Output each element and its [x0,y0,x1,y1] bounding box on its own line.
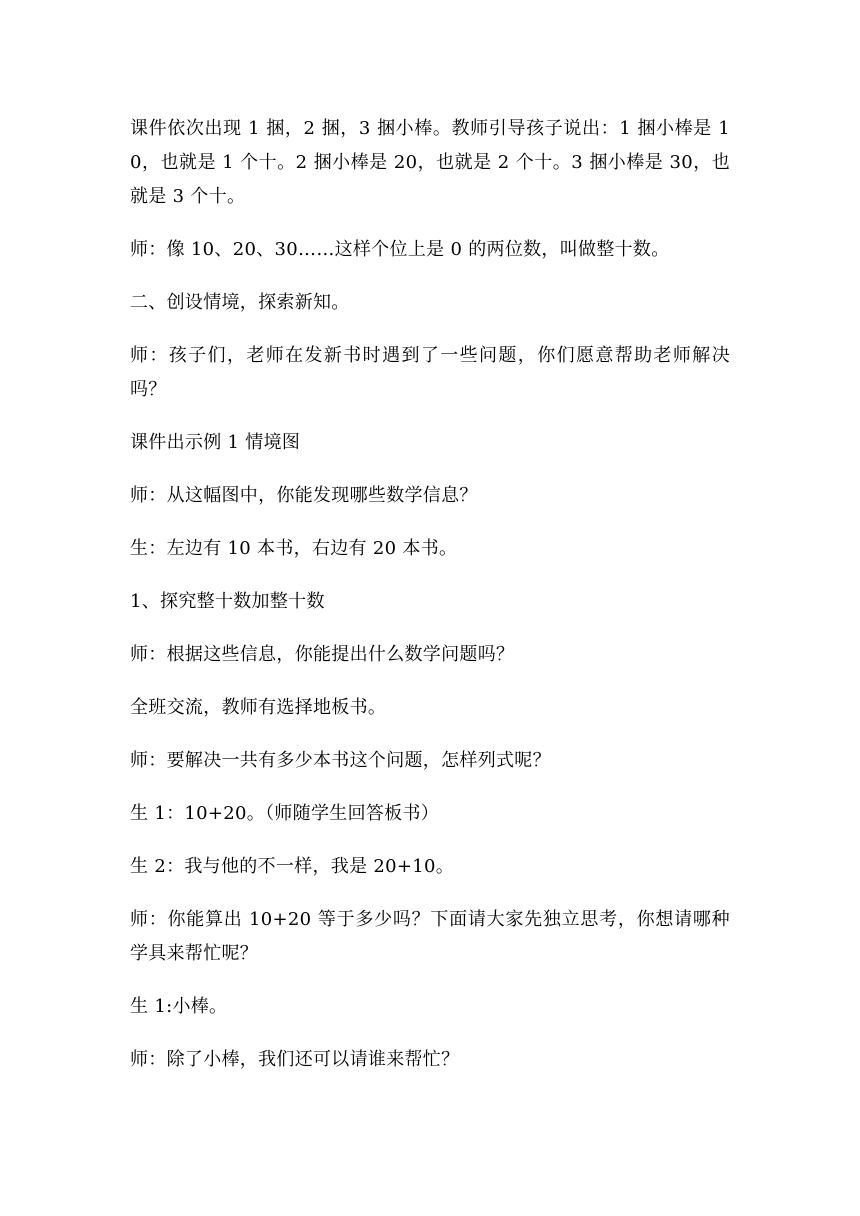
document-body [130,112,730,1096]
paragraph-formula-question: 师：要解决一共有多少本书这个问题，怎样列式呢？ [130,750,551,771]
paragraph-student-1-answer: 生 1：10+20。（师随学生回答板书） [130,803,440,824]
paragraph-calculate-question: 师：你能算出 10+20 等于多少吗？下面请大家先独立思考，你想请哪种学具来帮忙呢？ [130,909,730,964]
paragraph-example-1: 课件出示例 1 情境图 [130,432,301,453]
paragraph-student-answer: 生：左边有 10 本书，右边有 20 本书。 [130,538,458,559]
paragraph-find-info: 师：从这幅图中，你能发现哪些数学信息？ [130,485,478,506]
paragraph-lesson-intro: 课件依次出现 1 捆，2 捆，3 捆小棒。教师引导孩子说出：1 捆小棒是 10，也就是 1 个十。2 捆小棒是 20，也就是 2 个十。3 捆小棒是 30，也就是 3 个十。 [130,118,730,207]
paragraph-whole-tens-definition: 师：像 10、20、30……这样个位上是 0 的两位数，叫做整十数。 [130,239,670,260]
subsection-heading-1: 1、探究整十数加整十数 [130,591,325,612]
section-heading-2: 二、创设情境，探索新知。 [130,292,350,313]
paragraph-ask-question: 师：根据这些信息，你能提出什么数学问题吗？ [130,644,515,665]
paragraph-teacher-question: 师：孩子们，老师在发新书时遇到了一些问题，你们愿意帮助老师解决吗？ [130,345,730,400]
paragraph-other-helpers: 师：除了小棒，我们还可以请谁来帮忙？ [130,1049,460,1070]
paragraph-class-discussion: 全班交流，教师有选择地板书。 [130,697,387,718]
paragraph-student-1-sticks: 生 1:小棒。 [130,996,228,1017]
paragraph-student-2-answer: 生 2：我与他的不一样，我是 20+10。 [130,856,455,877]
